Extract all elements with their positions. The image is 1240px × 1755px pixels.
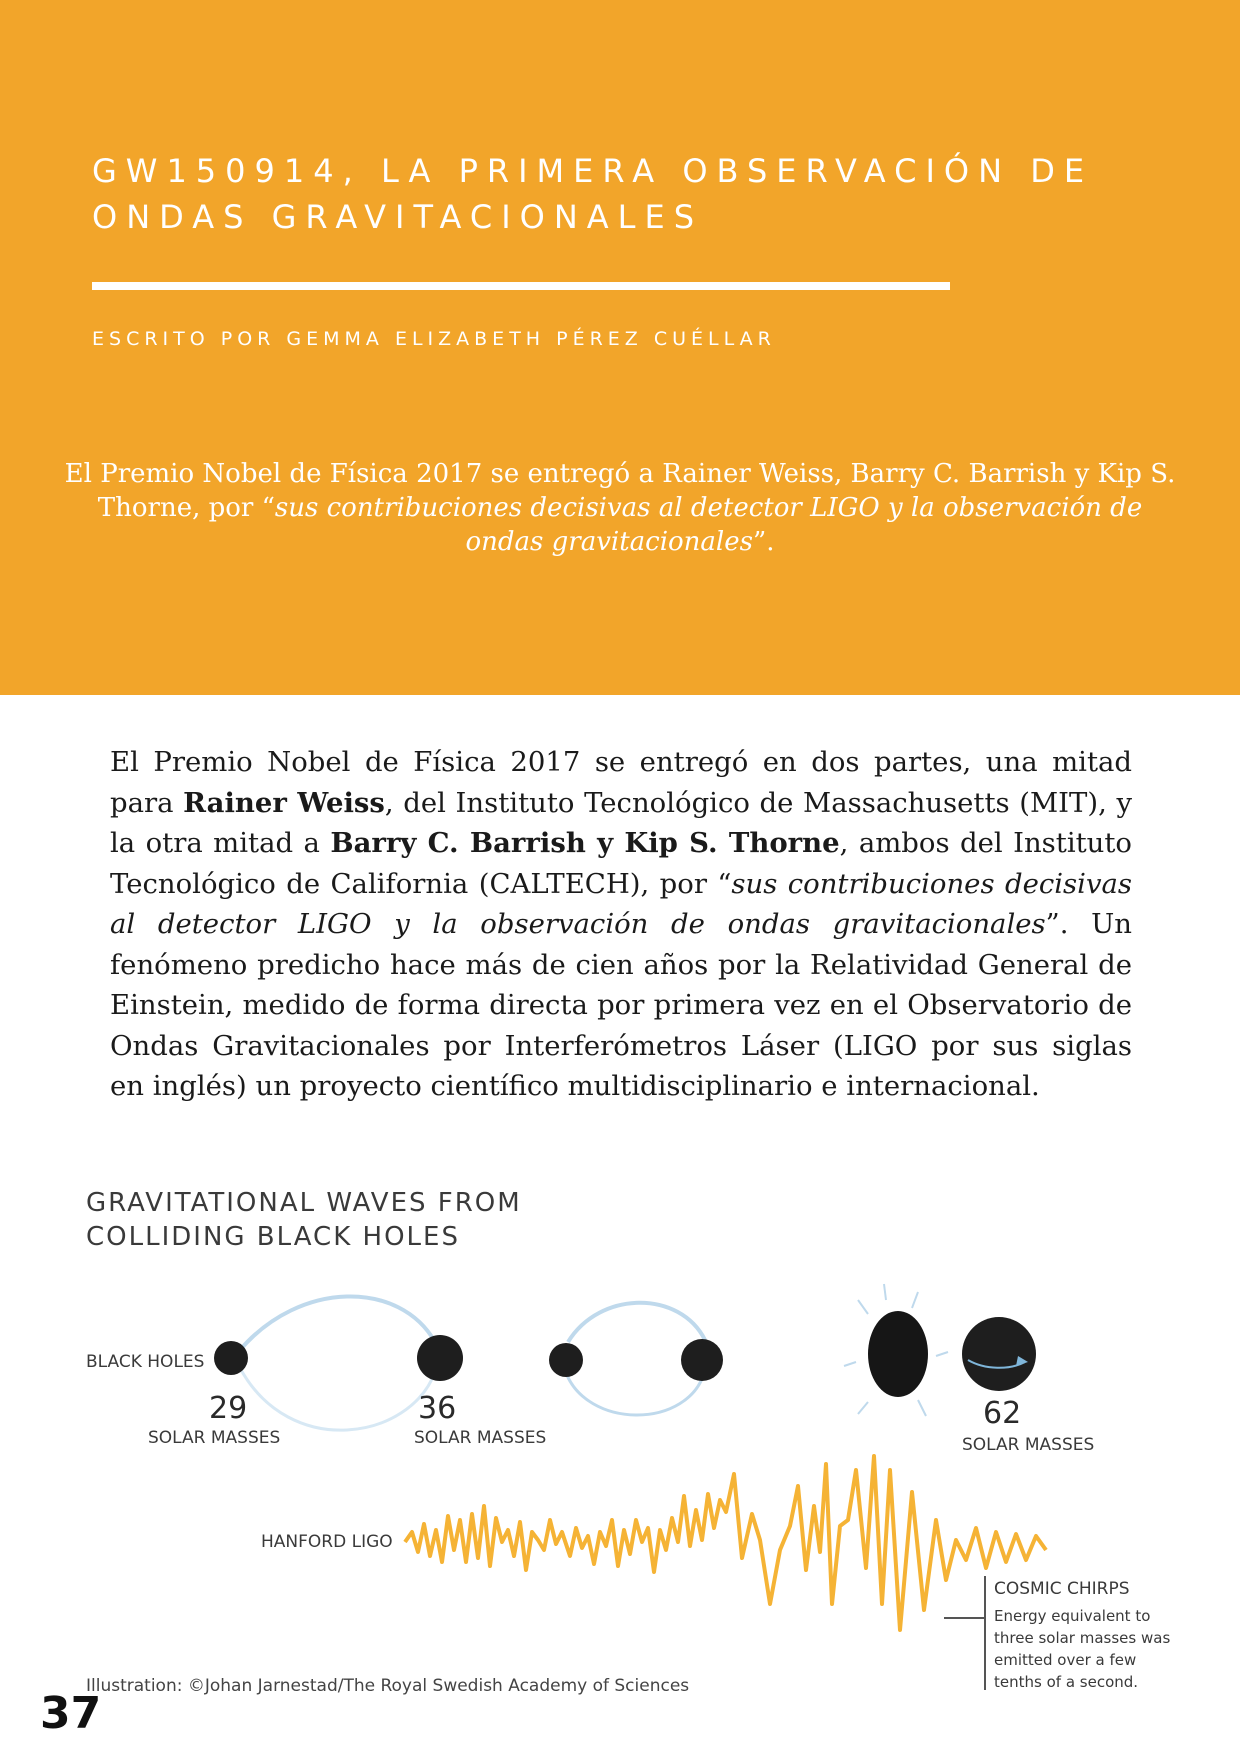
label-black-holes: BLACK HOLES: [86, 1352, 205, 1372]
label-mass-62: 62: [983, 1396, 1022, 1431]
body-paragraph: [110, 742, 1132, 1107]
black-hole-2: [417, 1335, 463, 1381]
figure-title-line-1: GRAVITATIONAL WAVES FROM: [86, 1188, 522, 1218]
label-solar-masses-3: SOLAR MASSES: [962, 1435, 1095, 1455]
lead-paragraph: [60, 457, 1180, 559]
label-mass-36: 36: [418, 1391, 457, 1426]
label-mass-29: 29: [209, 1391, 248, 1426]
black-hole-illustration: [0, 1270, 1240, 1710]
illustration-credit: Illustration: ©Johan Jarnestad/The Royal Swedish Academy of Sciences: [86, 1676, 690, 1696]
body-italic-quote: sus contribuciones decisivas al detector LIGO y la observación de ondas gravitacionales: [110, 867, 1132, 940]
orbit-arc-2: [240, 1368, 435, 1430]
orbit-arc-3: [568, 1303, 705, 1342]
chirps-line-3: emitted over a few: [994, 1651, 1137, 1669]
chirps-line-1: Energy equivalent to: [994, 1607, 1151, 1625]
figure-title-line-2: COLLIDING BLACK HOLES: [86, 1222, 460, 1252]
black-hole-1: [214, 1341, 248, 1375]
body-text-1: El Premio Nobel de Física 2017 se entregó en dos partes, una mitad para: [110, 746, 1132, 819]
lead-quote: sus contribuciones decisivas al detector LIGO y la observación de ondas gravitacionales: [274, 493, 1143, 557]
figure-title: [86, 1186, 786, 1254]
header-banner: [0, 0, 1240, 695]
page-number: 37: [40, 1688, 102, 1739]
orbit-arc-1: [240, 1296, 435, 1350]
body-bold-1: Rainer Weiss: [183, 786, 385, 819]
merging-black-hole: [868, 1311, 928, 1397]
body-text-4: ”. Un fenómeno predicho hace más de cien años por la Relatividad General de Einstein, medido de forma directa por primera vez en el Observatorio de Ondas Gravitacionales por Interferómetros Láser (LIGO por sus siglas en inglés) un proyecto científico multidisciplinario e internacional.: [110, 908, 1133, 1102]
black-hole-3: [549, 1343, 583, 1377]
chirps-line-4: tenths of a second.: [994, 1673, 1139, 1691]
hanford-waveform: [405, 1456, 1046, 1630]
label-hanford-ligo: HANFORD LIGO: [261, 1532, 393, 1552]
title-divider: [92, 282, 950, 290]
orbit-arc-4: [565, 1370, 705, 1415]
article-title: GW150914, LA PRIMERA OBSERVACIÓN DE ONDAS GRAVITACIONALES: [92, 152, 1094, 236]
label-solar-masses-1: SOLAR MASSES: [148, 1428, 281, 1448]
byline: ESCRITO POR GEMMA ELIZABETH PÉREZ CUÉLLAR: [92, 328, 776, 350]
body-text-2: , del Instituto Tecnológico de Massachusetts (MIT), y la otra mitad a: [110, 786, 1132, 859]
label-solar-masses-2: SOLAR MASSES: [414, 1428, 547, 1448]
body-bold-2: Barry C. Barrish y Kip S. Thorne: [330, 827, 840, 859]
merged-black-hole: [962, 1317, 1036, 1391]
lead-text: El Premio Nobel de Física 2017 se entregó a Rainer Weiss, Barry C. Barrish y Kip S. Thorne, por “: [64, 459, 1176, 523]
chirps-title: COSMIC CHIRPS: [994, 1579, 1130, 1599]
black-hole-4: [681, 1339, 723, 1381]
chirps-line-2: three solar masses was: [994, 1629, 1171, 1647]
body-text-3: , ambos del Instituto Tecnológico de California (CALTECH), por “: [110, 827, 1132, 900]
lead-end: ”.: [752, 527, 775, 557]
